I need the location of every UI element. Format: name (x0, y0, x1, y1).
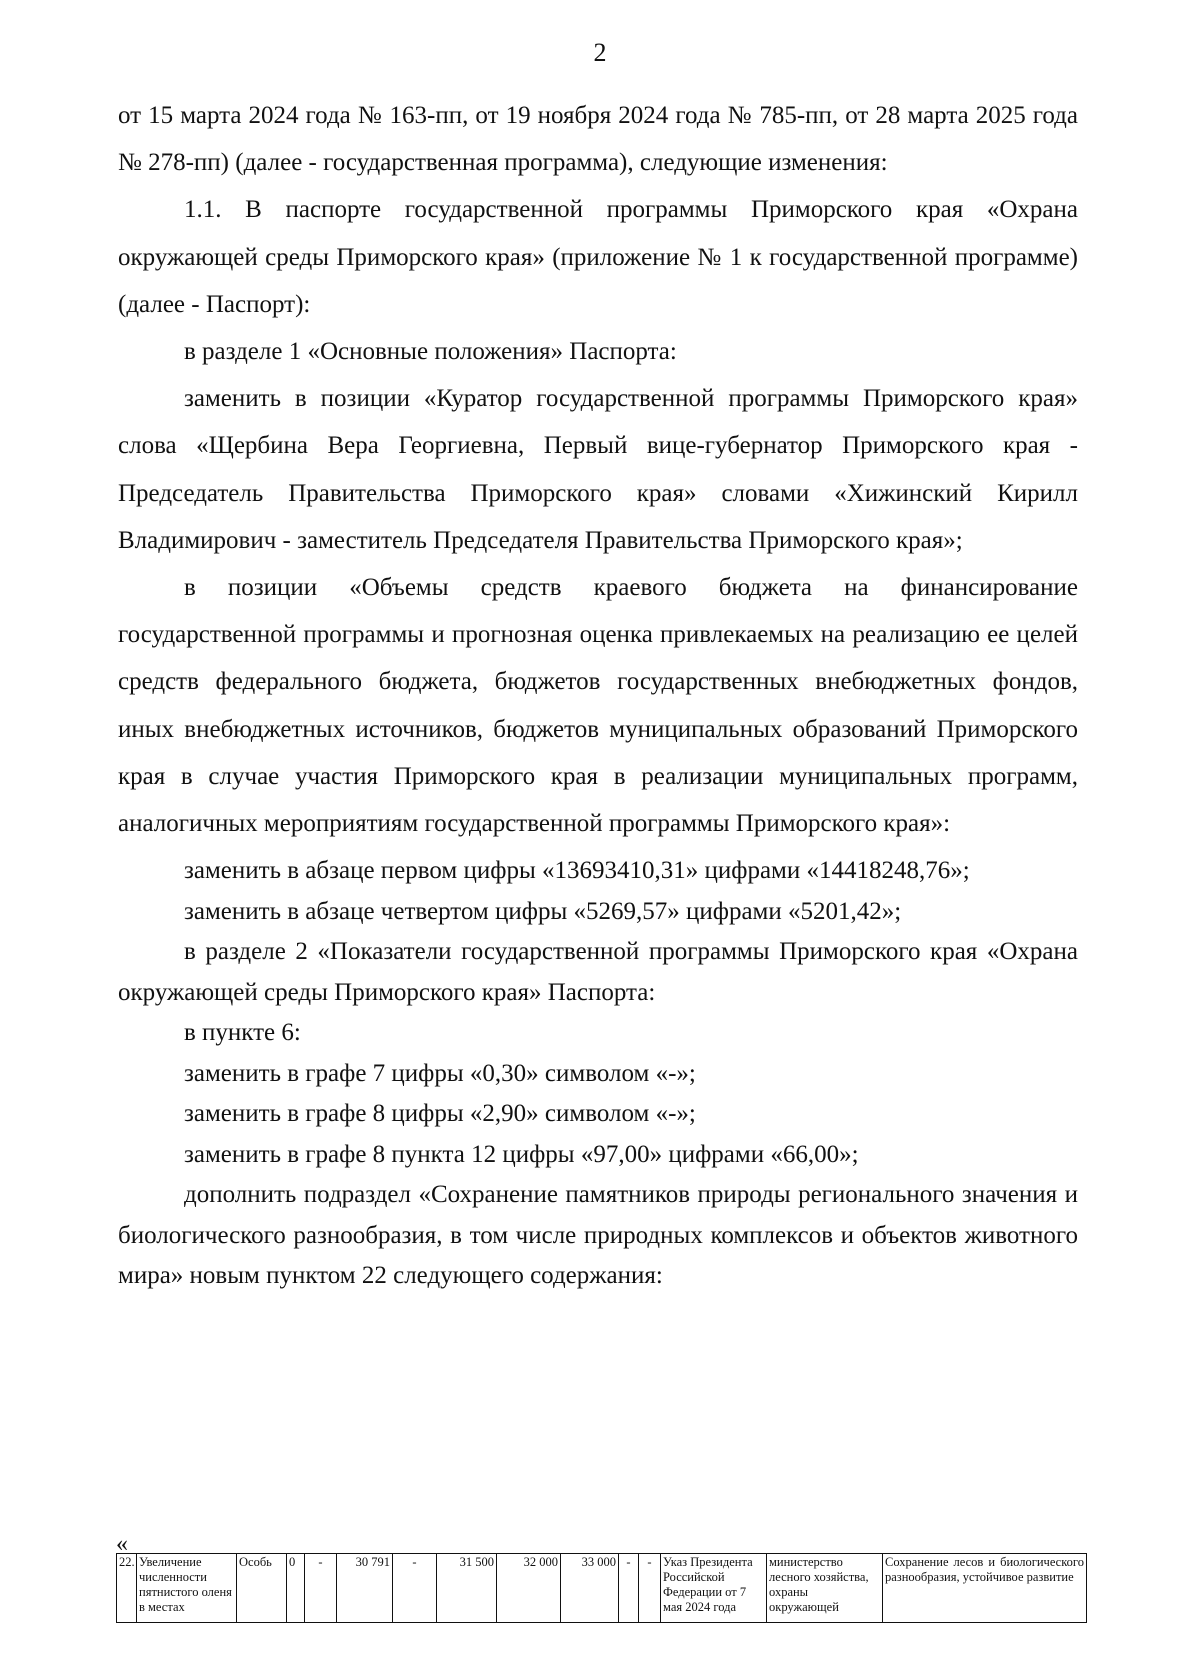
cell-number: 22. (117, 1554, 137, 1623)
cell-responsible: министерство лесного хозяйства, охраны окружающей (767, 1554, 883, 1623)
document-body (118, 92, 1078, 1297)
cell-value: - (393, 1554, 437, 1623)
cell-value: - (305, 1554, 337, 1623)
paragraph-section-2: в разделе 2 «Показатели государственной программы Приморского края «Охрана окружающей среды Приморского края» Паспорта: (118, 938, 1078, 1006)
paragraph-section-1: в разделе 1 «Основные положения» Паспорта: (184, 338, 677, 366)
cell-value: 30 791 (337, 1554, 393, 1623)
paragraph-1-1-passport: 1.1. В паспорте государственной программы Приморского края «Охрана окружающей среды Приморского края» (приложение № 1 к государственной программе) (далее - Паспорт): (118, 196, 1078, 318)
quote-open-mark: « (116, 1531, 128, 1557)
paragraph-curator-replace: заменить в позиции «Куратор государственной программы Приморского края» слова «Щербина Вера Георгиевна, Первый вице-губернатор Приморского края - Председатель Правительства Приморского края» словами «Хижинский Кирилл Владимирович - заместитель Председателя Правительства Приморского края»; (118, 385, 1078, 554)
cell-indicator: Увеличение численности пятнистого оленя в местах (137, 1554, 237, 1623)
paragraph-budget-position: в позиции «Объемы средств краевого бюджета на финансирование государственной программы и прогнозная оценка привлекаемых на реализацию ее целей средств федерального бюджета, бюджетов государственных внебюджетных фондов, иных внебюджетных источников, бюджетов муниципальных образований Приморского края в случае участия Приморского края в реализации муниципальных программ, аналогичных мероприятиям государственной программы Приморского края»: (118, 574, 1078, 838)
cell-value: 32 000 (497, 1554, 561, 1623)
paragraph-amendment-dates: от 15 марта 2024 года № 163-пп, от 19 ноября 2024 года № 785-пп, от 28 марта 2025 года № 278-пп) (далее - государственная программа), следующие изменения: (118, 102, 1078, 177)
paragraph-add-point-22: дополнить подраздел «Сохранение памятников природы регионального значения и биологического разнообразия, в том числе природных комплексов и объектов животного мира» новым пунктом 22 следующего содержания: (118, 1181, 1078, 1290)
cell-value: 0 (287, 1554, 305, 1623)
paragraph-replace-fourth: заменить в абзаце четвертом цифры «5269,57» цифрами «5201,42»; (184, 897, 902, 925)
cell-document: Указ Президента Российской Федерации от 7 мая 2024 года (661, 1554, 767, 1623)
cell-goal: Сохранение лесов и биологического разнообразия, устойчивое развитие (883, 1554, 1087, 1623)
paragraph-column-7: заменить в графе 7 цифры «0,30» символом «-»; (184, 1059, 696, 1087)
cell-value: - (639, 1554, 661, 1623)
paragraph-point-12: заменить в графе 8 пункта 12 цифры «97,00» цифрами «66,00»; (184, 1140, 859, 1168)
paragraph-replace-first: заменить в абзаце первом цифры «13693410,31» цифрами «14418248,76»; (184, 857, 970, 885)
page-number: 2 (593, 38, 607, 67)
table-row (117, 1554, 1087, 1623)
cell-value: - (619, 1554, 639, 1623)
cell-value: 33 000 (561, 1554, 619, 1623)
paragraph-column-8: заменить в графе 8 цифры «2,90» символом «-»; (184, 1100, 696, 1128)
cell-value: 31 500 (437, 1554, 497, 1623)
cell-unit: Особь (237, 1554, 287, 1623)
indicator-table (116, 1553, 1087, 1623)
paragraph-point-6: в пункте 6: (184, 1019, 301, 1047)
